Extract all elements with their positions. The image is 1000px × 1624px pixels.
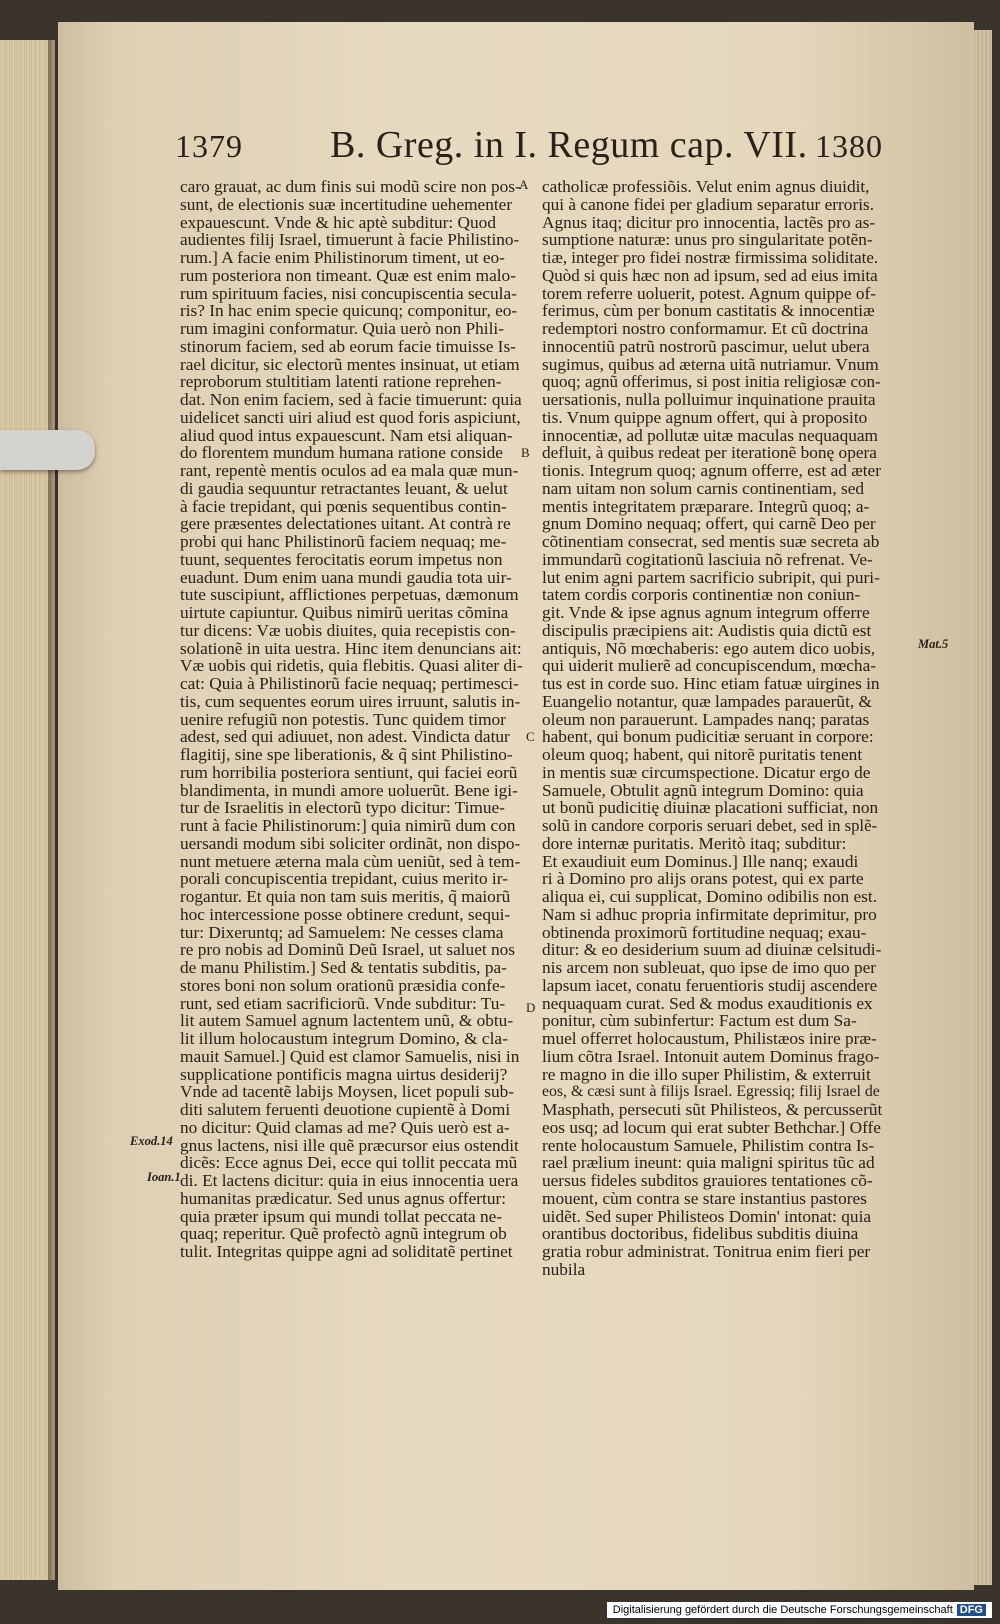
text-line: Væ uobis qui ridetis, quia flebitis. Quasi aliter di-	[180, 656, 523, 676]
text-line: quoq; agnũ offerimus, si post initia religiosæ con-	[542, 372, 881, 392]
text-line: Euangelio notantur, quæ lampades parauerũt, &	[542, 691, 872, 711]
dfg-logo: DFG	[957, 1604, 986, 1616]
text-line: di. Et lactens dicitur: quia in eius innocentia uera	[180, 1171, 519, 1190]
text-line: nam uitam non solum carnis continentiam, sed	[542, 478, 865, 498]
text-line: re pro nobis ad Dominũ Deũ Israel, ut saluet nos	[180, 940, 515, 960]
text-line: solũ in candore corporis seruari debet, sed in splẽ-	[542, 816, 878, 835]
section-letter-d: D	[526, 1000, 536, 1015]
text-line: lium cõtra Israel. Intonuit autem Dominus frago-	[542, 1046, 880, 1066]
text-line: antiquis, Nõ mœchaberis: ego autem dico uobis,	[542, 638, 876, 658]
text-line: gnus lactens, nisi ille quẽ præcursor eius ostendit	[180, 1135, 519, 1155]
text-line: tute suscipiunt, afflictiones perpetuas, dæmonum	[180, 585, 519, 605]
text-line: immundarũ cogitationũ lasciuia nõ refrenat. Ve-	[542, 549, 873, 569]
text-line: discipulis præcipiens ait: Audistis quia dictũ est	[542, 620, 872, 640]
text-line: rael dicitur, sic electorũ mentes insinuat, ut etiam	[180, 354, 520, 374]
text-line: qui uiderit mulierẽ ad concupiscendum, mœcha-	[542, 656, 876, 676]
text-line: innocentiũ patrũ nostrorũ pascimur, uelut ubera	[542, 336, 870, 356]
right-page-edges	[974, 30, 992, 1585]
bookmark-strip	[0, 430, 95, 470]
text-line: gnum Domino nequaq; offert, qui carnẽ Deo per	[542, 514, 876, 534]
text-line: lut enim agni partem sacrificio subripit, qui puri-	[542, 567, 880, 587]
text-line: Nam si adhuc propria infirmitate deprimitur, pro	[542, 904, 877, 924]
text-line: uersandi modum sibi soliciter ordinãt, non dispo-	[180, 833, 521, 853]
text-line: dicẽs: Ecce agnus Dei, ecce qui tollit peccata mũ	[180, 1153, 518, 1173]
text-line: tatem cordis corporis continentiæ non coniun-	[542, 585, 861, 605]
text-line: aliud quod intus expauescunt. Nam etsi aliquan-	[180, 425, 513, 445]
text-line: rum imagini conformatur. Quia uerò non Phili-	[180, 319, 504, 338]
text-line: ditur: & eo desiderium suum ad diuinæ celsitudi-	[542, 940, 882, 960]
text-line: no dicitur: Quid clamas ad me? Quis uerò est a-	[180, 1117, 510, 1137]
text-line: mouent, cùm contra se stare instantius pastores	[542, 1188, 867, 1208]
text-line: tur: Dixeruntq; ad Samuelem: Ne cesses clama	[180, 922, 504, 942]
text-line: rant, repentè mentis oculos ad ea mala quæ mun-	[180, 461, 519, 480]
text-line: ponitur, cùm subinfertur: Factum est dum Sa-	[542, 1011, 857, 1031]
text-line: gratia robur administrat. Tonitrua enim fieri per	[542, 1242, 871, 1261]
text-line: tur dicens: Væ uobis diuites, quia recepistis con-	[180, 620, 516, 640]
text-line: uidelicet sancti uiri aliud est quod foris aspiciunt,	[180, 407, 521, 427]
text-line: oleum quoq; habent, qui nitorẽ puritatis tenent	[542, 745, 863, 764]
text-line: ferimus, cùm per bonum castitatis & innocentiæ	[542, 301, 875, 321]
text-line: solationẽ in uita uestra. Hinc item denuncians ait:	[180, 638, 522, 658]
text-line: rente holocaustum Samuele, Philistim contra Is-	[542, 1135, 875, 1155]
text-line: Agnus itaq; dicitur pro innocentia, lactẽs pro as-	[542, 212, 876, 232]
text-line: porali concupiscentia trepidant, cuius merito ir-	[180, 869, 508, 889]
text-line: innocentiæ, ad pollutæ uitæ maculas nequaquam	[542, 425, 878, 445]
text-line: Vnde ad tacentẽ labijs Moysen, licet populi sub-	[180, 1082, 515, 1102]
text-line: dore internæ puritatis. Meritò itaq; subditur:	[542, 833, 847, 853]
text-line: di gaudia sequuntur retractantes leuant, & uelut	[180, 478, 508, 498]
text-line: mentis integritatem præparare. Integrũ quoq; a-	[542, 496, 870, 516]
text-line: obtinenda proximorũ fortitudine nequaq; exau-	[542, 922, 867, 942]
text-line: sunt, de electionis suæ incertitudine uehementer	[180, 194, 513, 214]
right-column	[538, 178, 882, 1279]
text-line: rael prælium ineunt: quia maligni spiritus tũc ad	[542, 1153, 875, 1173]
text-line: uersus fideles subditos grauiores tentationes cõ-	[542, 1171, 873, 1190]
text-line: habent, qui bonum pudicitiæ seruant in corpore:	[542, 727, 874, 747]
text-line: rum posteriora non timeant. Quæ est enim malo-	[180, 265, 516, 285]
text-line: flagitij, sine spe liberationis, & q̃ sint Philistino-	[180, 745, 513, 764]
text-line: probi qui hanc Philistinorũ faciem nequaq; me-	[180, 532, 507, 551]
text-line: audientes filij Israel, timuerunt à facie Philistino-	[180, 230, 520, 250]
text-line: supplicatione pontificis magna uirtus desiderij?	[180, 1064, 508, 1084]
text-line: eos usq; ad locum qui erat subter Bethchar.] Offe	[542, 1117, 881, 1137]
left-column	[180, 178, 530, 1261]
section-letter-b: B	[521, 445, 530, 460]
text-line: tuunt, sequentes ferocitatis eorum impetus non	[180, 549, 503, 569]
text-line: git. Vnde & ipse agnus agnum integrum offerre	[542, 603, 870, 622]
text-line: uersationis, nulla polluimur inquinatione prauita	[542, 390, 876, 409]
running-head: B. Greg. in I. Regum cap. VII.	[330, 124, 808, 166]
text-line: re magno in die illo super Philistim, & exterruit	[542, 1064, 871, 1084]
text-line: diti salutem feruenti deuotione cupientẽ à Domi	[180, 1100, 511, 1119]
text-line: Et exaudiuit eum Dominus.] Ille nanq; exaudi	[542, 851, 859, 871]
text-line: cõtinentiam consecrat, sed mentis suæ secreta ab	[542, 532, 880, 551]
text-line: adest, sed qui adiuuet, non adest. Vindicta datur	[180, 727, 510, 747]
text-line: humanitas prædicatur. Sed unus agnus offertur:	[180, 1188, 507, 1208]
text-line: muel offerret holocaustum, Philistæos inire præ-	[542, 1029, 877, 1048]
text-line: tus est in corde suo. Hinc etiam fatuæ uirgines in	[542, 674, 880, 693]
margin-note-ioan: Ioan.1	[147, 1170, 181, 1184]
text-line: lit illum holocaustum integrum Domino, & cla-	[180, 1029, 508, 1048]
text-line: mauit Samuel.] Quid est clamor Samuelis, nisi in	[180, 1046, 520, 1066]
text-line: hoc intercessione posse obtinere credunt, sequi-	[180, 904, 511, 924]
text-line: nequaquam curat. Sed & modus exauditionis ex	[542, 993, 873, 1013]
page-number-right: 1380	[815, 128, 883, 164]
text-line: Quòd si quis hæc non ad ipsum, sed ad eius imita	[542, 265, 878, 285]
text-line: Masphath, persecuti sũt Philisteos, & percusserũt	[542, 1100, 883, 1119]
text-line: eos, & cæsi sunt à filijs Israel. Egressiq; filij Israel de	[542, 1083, 880, 1101]
text-line: do florentem mundum humana ratione conside	[180, 443, 503, 463]
text-line: rum horribilia posteriora sentiunt, qui faciei eorũ	[180, 762, 518, 782]
text-line: expauescunt. Vnde & hic aptè subditur: Quod	[180, 212, 496, 232]
credit-text: Digitalisierung gefördert durch die Deutsche Forschungsgemeinschaft	[612, 1604, 953, 1616]
text-line: uidẽt. Sed super Philisteos Domin' intonat: quia	[542, 1206, 872, 1226]
text-line: uenire refugiũ non potestis. Tunc quidem timor	[180, 709, 506, 729]
text-line: quia præter ipsum qui mundi tollat peccata ne-	[180, 1206, 503, 1226]
text-line: blandimenta, in mundi amore uoluerũt. Bene igi-	[180, 780, 518, 800]
text-line: defluit, à quibus redeat per iterationẽ bonę opera	[542, 443, 877, 463]
text-line: tis. Vnum quippe agnum offert, qui à proposito	[542, 407, 868, 427]
text-line: nunt metuere æterna mala cùm ueniũt, sed à tem-	[180, 851, 521, 871]
text-line: uirtute capiuntur. Quibus nimirũ ueritas cõmina	[180, 603, 509, 622]
text-line: gere præsentes delectationes uitant. At contrà re	[180, 514, 511, 534]
text-line: aliqua ei, cui supplicat, Domino odibilis non est.	[542, 887, 878, 906]
text-line: Samuele, Obtulit agnũ integrum Domino: quia	[542, 780, 864, 800]
text-line: euadunt. Dum enim uana mundi gaudia tota uir-	[180, 567, 512, 587]
text-line: catholicæ professiõis. Velut enim agnus diuidit,	[542, 177, 870, 196]
text-line: stinorum faciem, sed ab eorum facie timuisse Is-	[180, 336, 516, 356]
text-line: ris? In hac enim specie quicunq; componitur, eo-	[180, 301, 518, 321]
text-line: de manu Philistim.] Sed & tentatis subditis, pa-	[180, 958, 507, 977]
text-line: oleum non parauerunt. Lampades nanq; paratas	[542, 709, 870, 729]
text-line: tulit. Integritas quippe agni ad soliditatẽ pertinet	[180, 1242, 513, 1261]
section-letter-c: C	[526, 729, 535, 744]
text-line: dat. Non enim faciem, sed à facie timuerunt: quia	[180, 390, 522, 409]
book-page-edges	[0, 40, 55, 1580]
text-line: rogantur. Et quia non tam suis meritis, q̃ maiorũ	[180, 887, 511, 906]
text-line: nubila	[542, 1259, 586, 1279]
text-line: in mentis suæ circumspectione. Dicatur ergo de	[542, 762, 871, 782]
digitization-credit	[607, 1602, 992, 1618]
text-line: redemptori nostro conformamur. Et cũ doctrina	[542, 319, 869, 338]
text-line: sugimus, quibus ad æterna uitã nutriamur. Vnum	[542, 354, 879, 374]
text-line: tiæ, integer pro fidei nostræ firmissima soliditate.	[542, 248, 879, 267]
text-line: reproborum stultitiam latenti ratione reprehen-	[180, 372, 502, 392]
text-line: sumptione naturæ: unus pro singularitate potẽn-	[542, 230, 873, 250]
text-line: à facie trepidant, qui pœnis sequentibus contin-	[180, 496, 507, 516]
text-line: rum spirituum facies, nisi concupiscentia secula-	[180, 283, 517, 303]
text-line: ut bonũ pudicitię diuinæ placationi sufficiat, non	[542, 798, 879, 818]
text-line: tis, cum sequentes eorum uires irruunt, salutis in-	[180, 691, 521, 711]
text-line: lit autem Samuel agnum lactentem unũ, & obtu-	[180, 1011, 514, 1031]
text-line: lapsum iacet, conatu feruentioris studij ascendere	[542, 975, 878, 995]
text-line: torem referre uoluerit, potest. Agnum quippe of-	[542, 283, 877, 303]
text-line: nis arcem non subleuat, quo ipse de imo quo per	[542, 958, 877, 977]
section-letter-a: A	[519, 177, 529, 192]
text-line: ri à Domino pro alijs orans potest, qui ex parte	[542, 869, 864, 889]
margin-note-mat: Mat.5	[918, 637, 949, 651]
page-number-left: 1379	[175, 128, 243, 164]
text-line: quaq; reperitur. Quẽ profectò agnũ integrum ob	[180, 1224, 507, 1244]
text-line: runt, sed etiam sacrificiorũ. Vnde subditur: Tu-	[180, 993, 506, 1013]
text-line: caro grauat, ac dum finis sui modũ scire non pos-	[180, 177, 521, 196]
text-line: cat: Quia à Philistinorũ facie nequaq; pertimesci-	[180, 674, 519, 693]
text-line: orantibus doctoribus, fidelibus subditis diuina	[542, 1224, 859, 1244]
text-line: qui à canone fidei per gladium separatur erroris.	[542, 194, 875, 214]
margin-note-exod: Exod.14	[130, 1134, 173, 1148]
text-line: runt à facie Philistinorum:] quia nimirũ dum con	[180, 816, 516, 835]
text-line: tur de Israelitis in electorũ typo dicitur: Timue-	[180, 798, 505, 818]
text-line: rum.] A facie enim Philistinorum timent, ut eo-	[180, 248, 505, 267]
text-line: stores boni non solum orationũ præsidia confe-	[180, 975, 506, 995]
text-line: tionis. Integrum quoq; agnum offerre, est ad æter	[542, 461, 881, 480]
